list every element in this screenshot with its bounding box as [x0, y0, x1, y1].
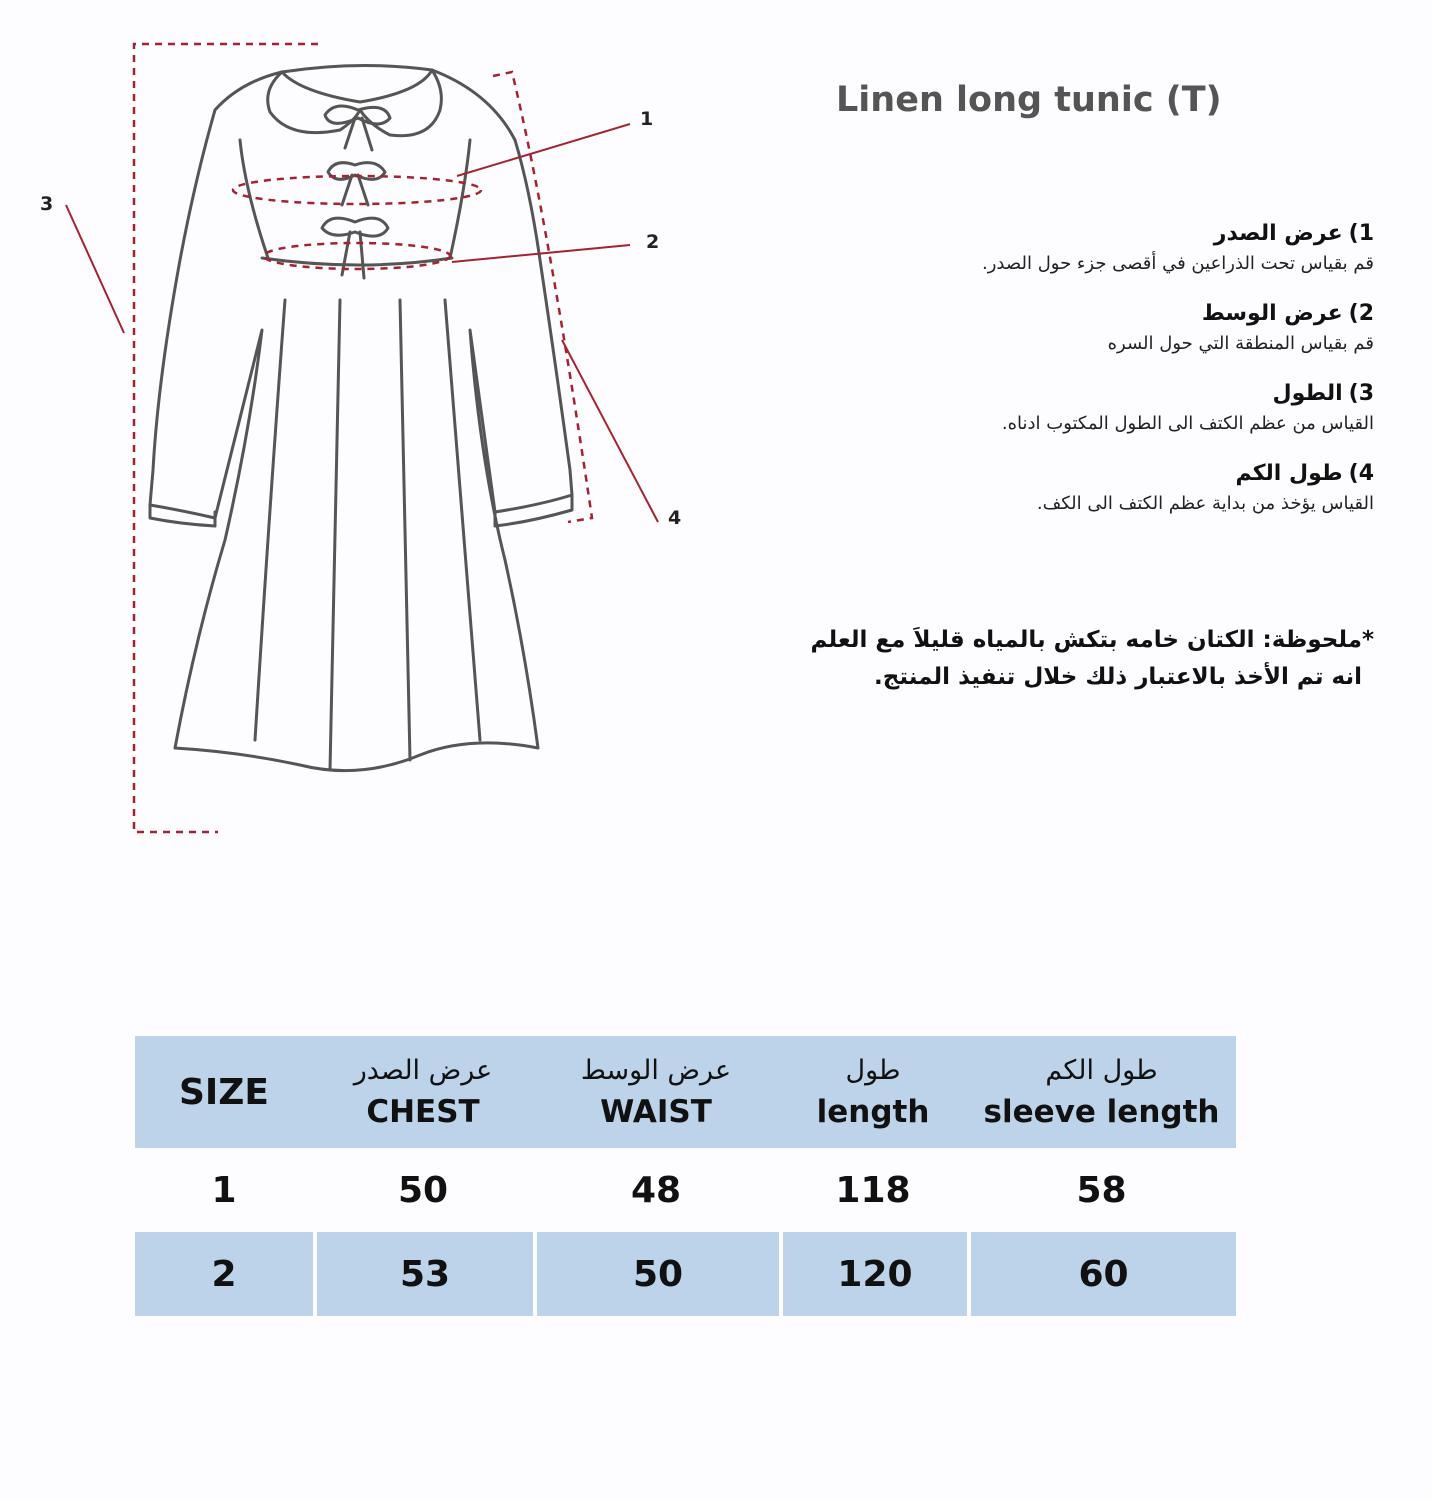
- callout-3: 3: [40, 193, 54, 215]
- measurement-item-chest: [754, 218, 1374, 278]
- header-length: طول length: [779, 1036, 967, 1148]
- tunic-diagram: [0, 0, 720, 860]
- header-chest: عرض الصدر CHEST: [313, 1036, 533, 1148]
- product-title: Linen long tunic (T): [836, 80, 1222, 120]
- callout-2: 2: [646, 231, 660, 253]
- measurement-label: الطول: [1272, 381, 1343, 406]
- length-measure-guide: [134, 44, 318, 832]
- fabric-note: [754, 622, 1374, 696]
- callout-1: 1: [640, 108, 654, 130]
- measurement-desc: القياس يؤخذ من بداية عظم الكتف الى الكف.: [1036, 493, 1374, 514]
- size-chart-table: [135, 1036, 1236, 1316]
- chest-measure-guide: [233, 176, 481, 204]
- cell-sleeve-length: 58: [1076, 1169, 1127, 1211]
- note-line-1: *ملحوظة: الكتان خامه بتكش بالمياه قليلاَ مع العلم: [810, 627, 1374, 653]
- measurement-number: 3): [1348, 381, 1374, 406]
- cell-sleeve-length: 60: [967, 1232, 1236, 1316]
- measurement-label: طول الكم: [1235, 461, 1343, 486]
- cell-waist: 50: [533, 1232, 779, 1316]
- table-row: [135, 1232, 1236, 1316]
- measurement-item-waist: [754, 298, 1374, 358]
- measurement-item-sleeve: [754, 458, 1374, 518]
- cell-length: 120: [779, 1232, 967, 1316]
- measurement-desc: قم بقياس تحت الذراعين في أقصى جزء حول الصدر.: [982, 253, 1374, 274]
- measurement-desc: قم بقياس المنطقة التي حول السره: [1107, 333, 1374, 354]
- cell-waist: 48: [630, 1169, 682, 1211]
- measurement-label: عرض الوسط: [1201, 301, 1343, 326]
- header-size: SIZE: [135, 1036, 313, 1148]
- table-row: [135, 1148, 1236, 1232]
- measurement-number: 4): [1348, 461, 1374, 486]
- cell-size: 2: [135, 1232, 313, 1316]
- table-header-row: [135, 1036, 1236, 1148]
- cell-length: 118: [835, 1169, 911, 1211]
- header-waist: عرض الوسط WAIST: [533, 1036, 779, 1148]
- cell-size: 1: [211, 1169, 237, 1211]
- header-sleeve-length: طول الكم sleeve length: [967, 1036, 1236, 1148]
- tunic-outline: [150, 65, 572, 770]
- measurement-number: 2): [1348, 301, 1374, 326]
- cell-chest: 50: [397, 1169, 449, 1211]
- measurement-number: 1): [1348, 221, 1374, 246]
- measurement-guide: [754, 218, 1374, 538]
- cell-chest: 53: [313, 1232, 533, 1316]
- note-line-2: انه تم الأخذ بالاعتبار ذلك خلال تنفيذ المنتج.: [874, 664, 1362, 690]
- measurement-label: عرض الصدر: [1213, 221, 1343, 246]
- measurement-item-length: [754, 378, 1374, 438]
- callout-4: 4: [668, 507, 682, 529]
- measurement-desc: القياس من عظم الكتف الى الطول المكتوب ادناه.: [1001, 413, 1374, 434]
